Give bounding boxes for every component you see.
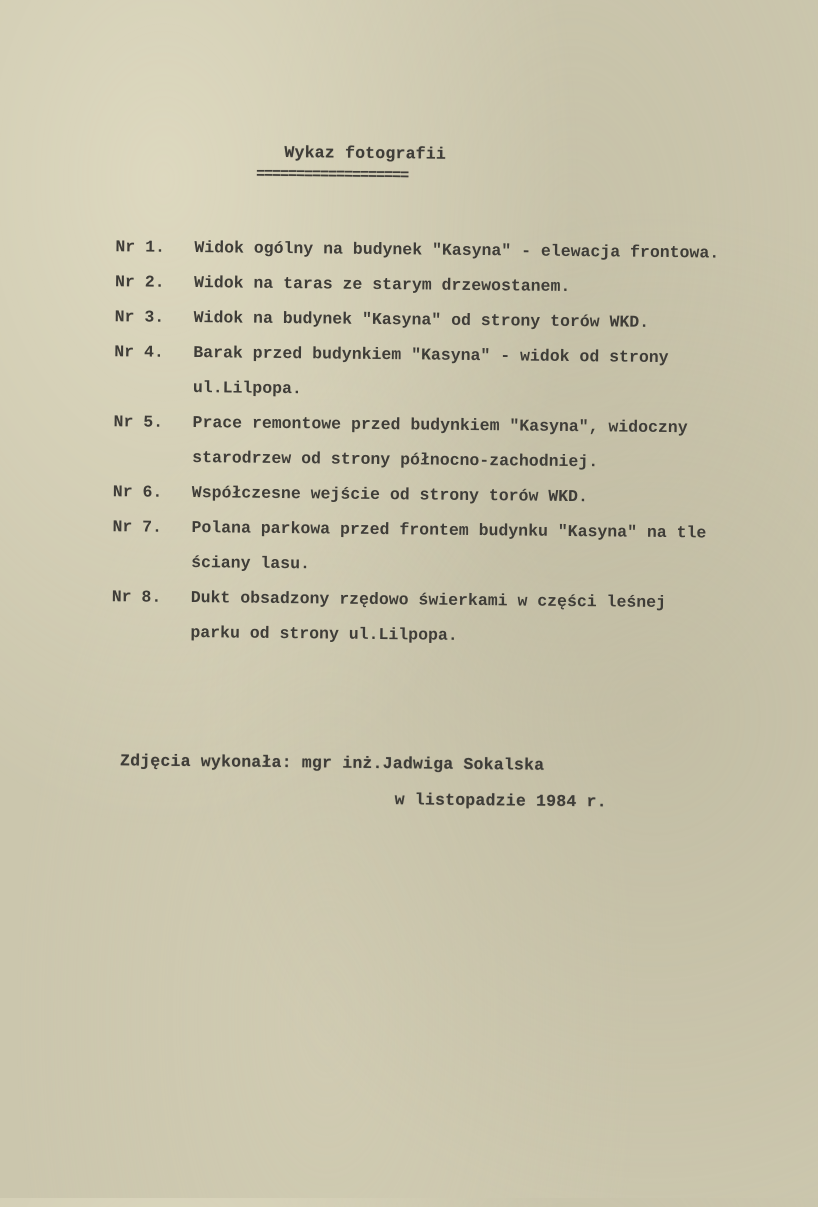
entry-number: Nr 8. — [111, 587, 162, 607]
entry-text: Dukt obsadzony rzędowo świerkami w części leśnej — [190, 588, 667, 613]
entry-text: Prace remontowe przed budynkiem "Kasyna", widoczny — [192, 413, 688, 438]
photographer-credit: Zdjęcia wykonała: mgr inż.Jadwiga Sokalska — [119, 751, 545, 775]
list-item — [111, 579, 772, 656]
entry-number: Nr 6. — [112, 482, 163, 502]
entry-number: Nr 7. — [112, 517, 163, 537]
entry-number: Nr 5. — [113, 412, 164, 432]
entry-text: Polana parkowa przed frontem budynku "Kasyna" na tle — [191, 518, 707, 543]
entry-text: ul.Lilpopa. — [192, 378, 302, 399]
entry-number: Nr 1. — [115, 237, 166, 257]
title-underline: =================== — [256, 165, 409, 185]
list-item — [113, 404, 774, 481]
entry-number: Nr 2. — [114, 272, 165, 292]
photo-list — [111, 229, 775, 656]
entry-text: parku od strony ul.Lilpopa. — [190, 623, 458, 645]
entry-text: Widok ogólny na budynek "Kasyna" - elewacja frontowa. — [194, 238, 720, 263]
entry-text: Barak przed budynkiem "Kasyna" - widok od strony — [193, 343, 669, 368]
document-title: Wykaz fotografii — [284, 142, 447, 164]
entry-text: Widok na taras ze starym drzewostanem. — [193, 273, 571, 296]
entry-text: ściany lasu. — [191, 553, 311, 574]
entry-text: Współczesne wejście od strony torów WKD. — [191, 483, 589, 507]
list-item — [112, 509, 773, 586]
entry-number: Nr 4. — [114, 342, 164, 362]
entry-text: Widok na budynek "Kasyna" od strony torów WKD. — [193, 308, 650, 332]
entry-text: starodrzew od strony północno-zachodniej. — [192, 448, 599, 472]
list-item — [114, 334, 775, 411]
date-line: w listopadzie 1984 r. — [394, 790, 607, 812]
entry-number: Nr 3. — [114, 307, 165, 327]
